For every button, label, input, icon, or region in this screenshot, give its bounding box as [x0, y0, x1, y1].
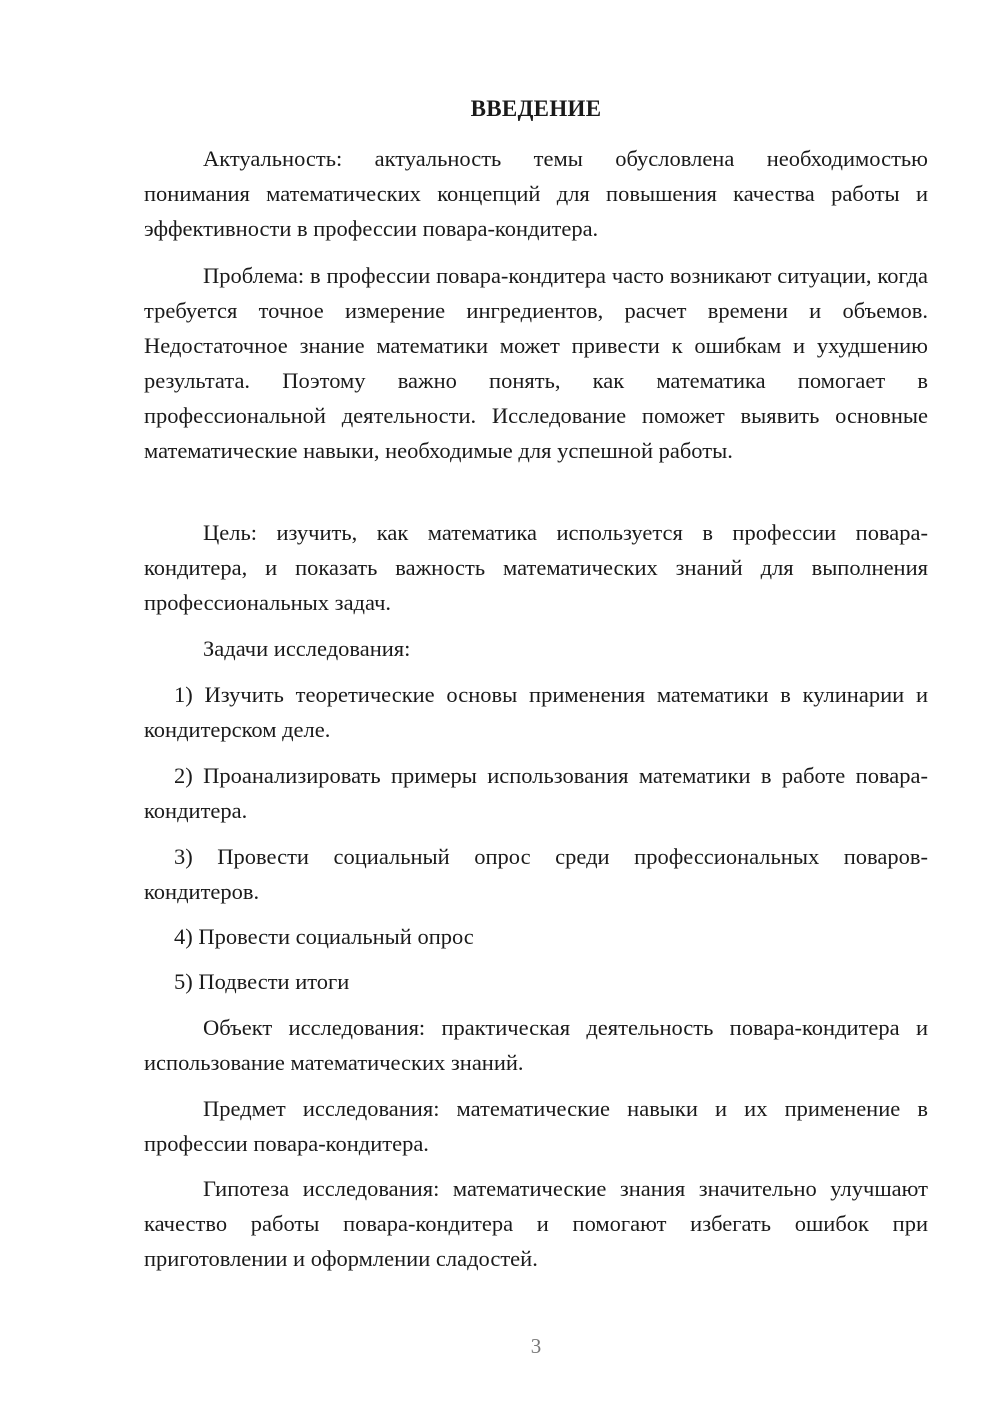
paragraph-subject: Предмет исследования: математические навыки и их применение в профессии повара-кондитера. [144, 1096, 928, 1156]
paragraph-relevance: Актуальность: актуальность темы обусловлена необходимостью понимания математических концепций для повышения качества работы и эффективности в профессии повара-кондитера. [144, 146, 928, 241]
list-item-task-3: 3) Провести социальный опрос среди профессиональных поваров-кондитеров. [144, 844, 928, 904]
paragraph-goal: Цель: изучить, как математика используется в профессии повара-кондитера, и показать важность математических знаний для выполнения профессиональных задач. [144, 520, 928, 615]
paragraph-object: Объект исследования: практическая деятельность повара-кондитера и использование математических знаний. [144, 1015, 928, 1075]
paragraph-problem: Проблема: в профессии повара-кондитера часто возникают ситуации, когда требуется точное измерение ингредиентов, расчет времени и объемов. Недостаточное знание математики может привести к ошибкам и ухудшению результата. Поэтому важно понять, как математика помогает в профессиональной деятельности. Исследование поможет выявить основные математические навыки, необходимые для успешной работы. [144, 263, 928, 463]
list-item-task-2: 2) Проанализировать примеры использования математики в работе повара-кондитера. [144, 763, 928, 823]
list-item-task-5: 5) Подвести итоги [174, 969, 350, 994]
list-item-task-1: 1) Изучить теоретические основы применения математики в кулинарии и кондитерском деле. [144, 682, 928, 742]
page-title: ВВЕДЕНИЕ [470, 96, 602, 121]
page-number: 3 [530, 1334, 542, 1358]
paragraph-hypothesis: Гипотеза исследования: математические знания значительно улучшают качество работы повара-кондитера и помогают избегать ошибок при приготовлении и оформлении сладостей. [144, 1176, 928, 1271]
list-item-task-4: 4) Провести социальный опрос [174, 924, 474, 949]
paragraph-tasks-heading: Задачи исследования: [203, 636, 411, 661]
